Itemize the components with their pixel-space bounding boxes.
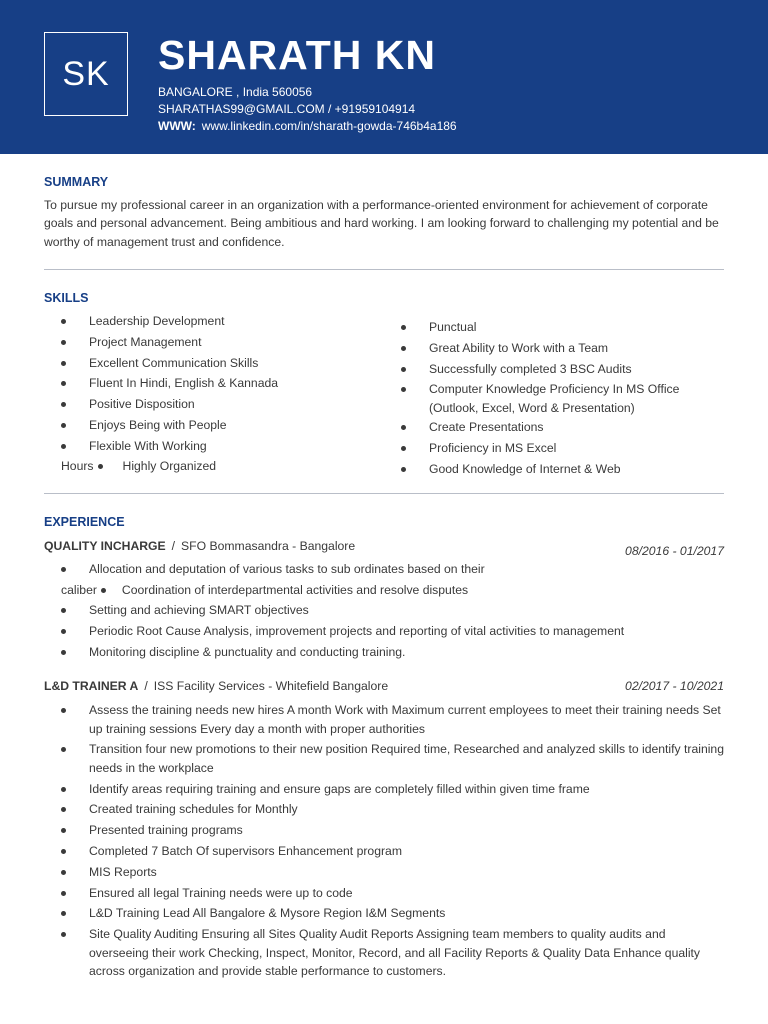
list-item: Create Presentations xyxy=(384,418,714,437)
job-role: L&D TRAINER A xyxy=(44,679,139,693)
list-item: Punctual xyxy=(384,318,714,337)
list-item: Computer Knowledge Proficiency In MS Office (Outlook, Excel, Word & Presentation) xyxy=(384,380,714,417)
list-item: Completed 7 Batch Of supervisors Enhancement program xyxy=(44,842,724,861)
list-item: Ensured all legal Training needs were up to code xyxy=(44,884,724,903)
list-item: Transition four new promotions to their new position Required time, Researched and analyzed skills to identify training needs in the workplace xyxy=(44,740,724,777)
job-title-row xyxy=(44,679,724,693)
address: BANGALORE , India 560056 xyxy=(158,85,313,99)
linkedin-link[interactable]: www.linkedin.com/in/sharath-gowda-746b4a186 xyxy=(201,119,457,133)
bullet-icon xyxy=(101,588,106,593)
list-item: Flexible With Working xyxy=(44,437,374,456)
website-row xyxy=(158,118,457,135)
summary-text: To pursue my professional career in an organization with a performance-oriented environment for achievement of corporate goals and personal advancement. Being ambitious and hard working. I am looking forward to challenging my potential and be worthy of management trust and confidence. xyxy=(44,198,719,249)
list-item: L&D Training Lead All Bangalore & Mysore Region I&M Segments xyxy=(44,904,724,923)
separator: / xyxy=(171,539,176,553)
list-item: Project Management xyxy=(44,333,374,352)
list-item: Proficiency in MS Excel xyxy=(384,439,714,458)
list-item: Great Ability to Work with a Team xyxy=(384,339,714,358)
job-company: SFO Bommasandra - Bangalore xyxy=(181,539,356,553)
skills-heading: SKILLS xyxy=(44,291,89,305)
divider xyxy=(44,269,724,270)
list-item: Periodic Root Cause Analysis, improvement projects and reporting of vital activities to management xyxy=(44,622,724,641)
list-item: Excellent Communication Skills xyxy=(44,354,374,373)
skill-tail-hours: Hours xyxy=(61,459,94,473)
job2-duties xyxy=(44,701,724,983)
duty-tail: caliber xyxy=(61,583,97,597)
list-item: Setting and achieving SMART objectives xyxy=(44,601,724,620)
email-phone: SHARATHAS99@GMAIL.COM / +91959104914 xyxy=(158,102,416,116)
list-item: Monitoring discipline & punctuality and conducting training. xyxy=(44,643,724,662)
job1-wrapped-row xyxy=(61,581,468,599)
experience-heading: EXPERIENCE xyxy=(44,515,125,529)
skills-list-left xyxy=(44,312,374,458)
job1-duties xyxy=(44,560,724,581)
www-label: WWW: xyxy=(158,119,196,133)
list-item: MIS Reports xyxy=(44,863,724,882)
list-item: Fluent In Hindi, English & Kannada xyxy=(44,374,374,393)
separator: / xyxy=(144,679,148,693)
list-item: Site Quality Auditing Ensuring all Sites Quality Audit Reports Assigning team members to quality audits and overseeing their work Checking, Inspect, Monitor, Record, and all Facility Reports & Quality Data Enhance quality across organization and provide stable performance to customers. xyxy=(44,925,724,981)
job-dates: 08/2016 - 01/2017 xyxy=(625,544,724,558)
skills-left-tail xyxy=(61,457,216,475)
monogram: SK xyxy=(44,32,128,116)
skills-list-right xyxy=(384,318,714,481)
job-role: QUALITY INCHARGE xyxy=(44,539,166,553)
list-item: Good Knowledge of Internet & Web xyxy=(384,460,714,479)
list-item: Leadership Development xyxy=(44,312,374,331)
duty-item: Coordination of interdepartmental activities and resolve disputes xyxy=(121,583,469,597)
job1-duties-more xyxy=(44,601,724,663)
list-item: Successfully completed 3 BSC Audits xyxy=(384,360,714,379)
list-item: Presented training programs xyxy=(44,821,724,840)
header-banner xyxy=(0,0,768,154)
summary-heading: SUMMARY xyxy=(44,175,109,189)
list-item: Assess the training needs new hires A month Work with Maximum current employees to meet their training needs Set up training sessions Every day a month with proper authorities xyxy=(44,701,724,738)
bullet-icon xyxy=(98,464,103,469)
list-item: Allocation and deputation of various tasks to sub ordinates based on their xyxy=(44,560,724,579)
skill-tail-organized: Highly Organized xyxy=(122,459,216,473)
job-company: ISS Facility Services - Whitefield Bangalore xyxy=(153,679,389,693)
job-dates: 02/2017 - 10/2021 xyxy=(625,679,724,693)
list-item: Identify areas requiring training and ensure gaps are completely filled within given time frame xyxy=(44,780,724,799)
contact-info xyxy=(158,84,457,135)
job-title-row xyxy=(44,539,724,553)
list-item: Enjoys Being with People xyxy=(44,416,374,435)
list-item: Positive Disposition xyxy=(44,395,374,414)
candidate-name: SHARATH KN xyxy=(158,32,437,78)
divider xyxy=(44,493,724,494)
list-item: Created training schedules for Monthly xyxy=(44,800,724,819)
